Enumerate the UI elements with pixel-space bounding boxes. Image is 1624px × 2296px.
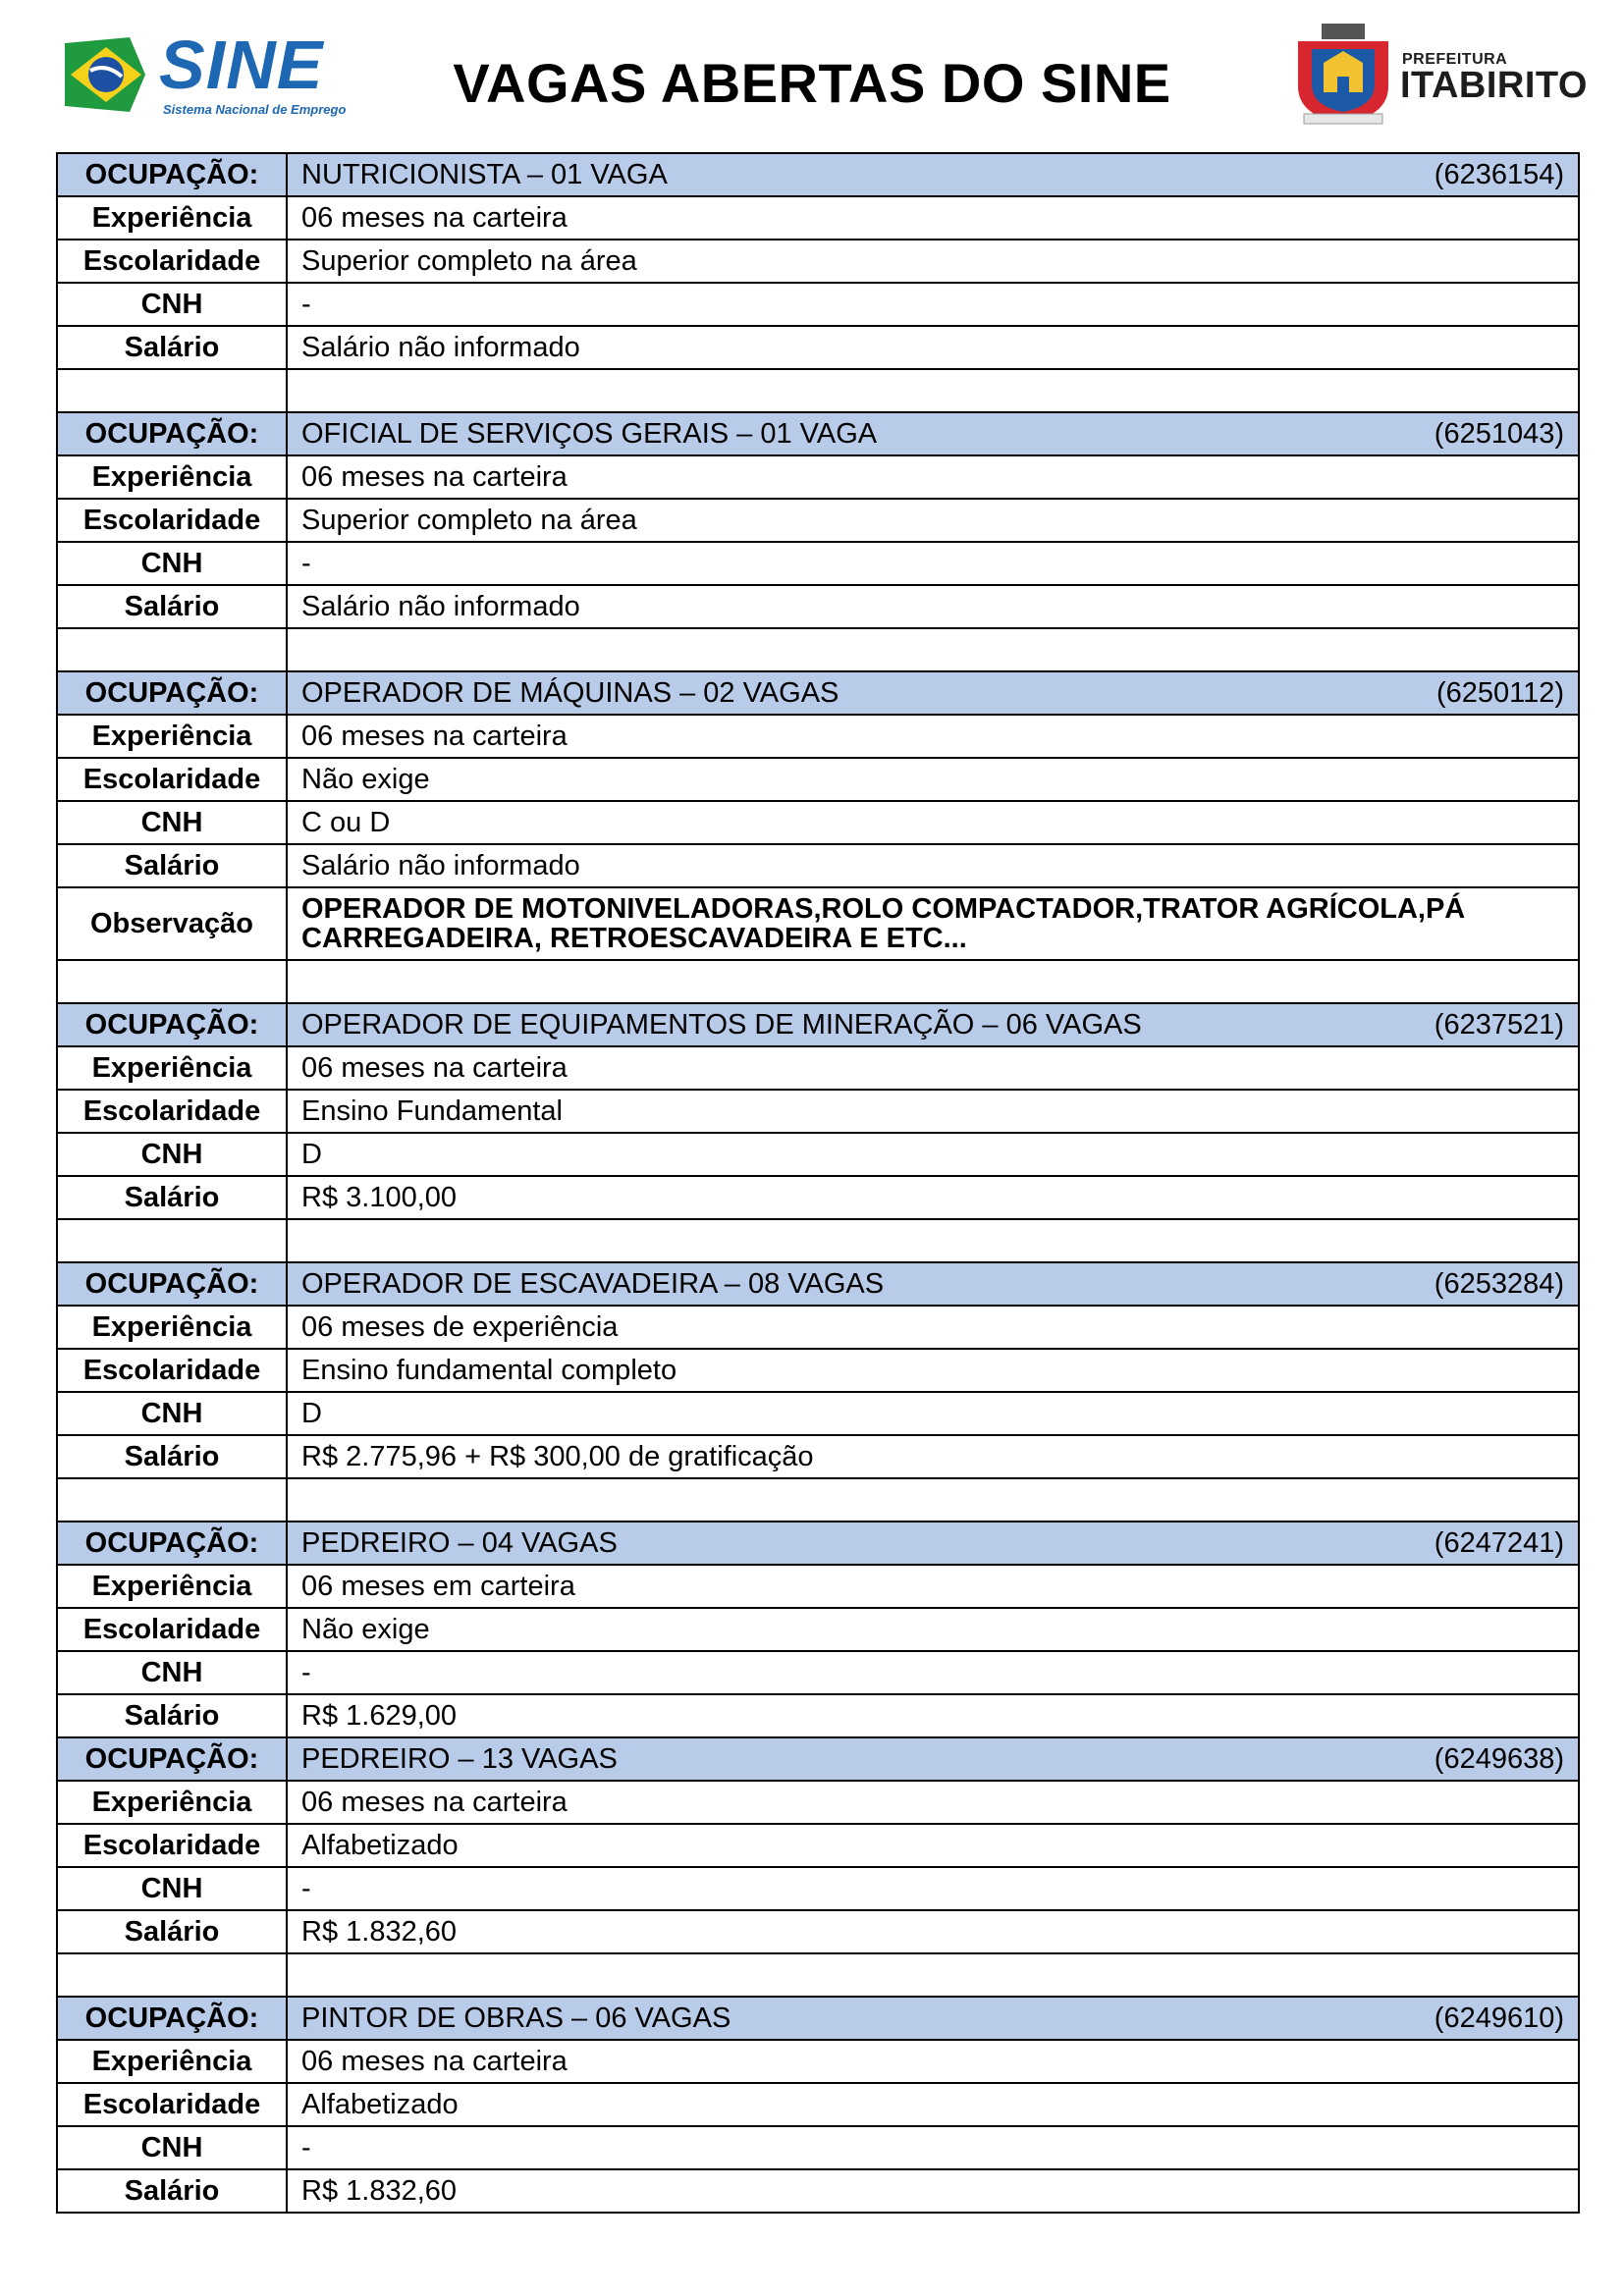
schooling-label: Escolaridade [57,1608,287,1651]
schooling-label: Escolaridade [57,1090,287,1133]
experience-value: 06 meses na carteira [287,1781,1579,1824]
salary-label: Salário [57,1910,287,1953]
occupation-row [57,1997,1579,2040]
salary-label: Salário [57,844,287,887]
occupation-title: OPERADOR DE ESCAVADEIRA – 08 VAGAS [301,1268,885,1300]
occupation-row [57,1003,1579,1046]
experience-row [57,196,1579,240]
page-header [0,0,1624,147]
occupation-code: (6247241) [1434,1527,1564,1559]
experience-label: Experiência [57,1565,287,1608]
salary-row [57,1910,1579,1953]
schooling-label: Escolaridade [57,2083,287,2126]
salary-value: Salário não informado [287,585,1579,628]
spacer-row [57,1478,1579,1522]
license-row [57,1651,1579,1694]
occupation-row [57,1737,1579,1781]
license-value: C ou D [287,801,1579,844]
occupation-value [287,1737,1579,1781]
spacer-cell [287,1478,1579,1522]
occupation-value [287,1522,1579,1565]
spacer-cell [287,960,1579,1003]
salary-label: Salário [57,2169,287,2213]
salary-value: R$ 1.832,60 [287,2169,1579,2213]
schooling-label: Escolaridade [57,499,287,542]
spacer-row [57,960,1579,1003]
occupation-row [57,671,1579,715]
occupation-label: OCUPAÇÃO: [57,1262,287,1306]
experience-row [57,1046,1579,1090]
observation-value: OPERADOR DE MOTONIVELADORAS,ROLO COMPACTADOR,TRATOR AGRÍCOLA,PÁ CARREGADEIRA, RETROESCAVADEIRA E ETC... [287,887,1579,960]
occupation-title-wrap [301,160,1564,189]
experience-label: Experiência [57,196,287,240]
sine-subtitle: Sistema Nacional de Emprego [163,102,347,117]
salary-row [57,2169,1579,2213]
job-openings-table [56,152,1580,2214]
license-row [57,1867,1579,1910]
spacer-row [57,1953,1579,1997]
salary-row [57,585,1579,628]
salary-row [57,326,1579,369]
experience-label: Experiência [57,715,287,758]
page-title: VAGAS ABERTAS DO SINE [453,52,1171,114]
salary-value: R$ 1.629,00 [287,1694,1579,1737]
schooling-label: Escolaridade [57,240,287,283]
prefeitura-label: PREFEITURA [1402,51,1508,68]
schooling-row [57,499,1579,542]
occupation-label: OCUPAÇÃO: [57,1522,287,1565]
occupation-title-wrap [301,2003,1564,2033]
occupation-title-wrap [301,1528,1564,1558]
experience-row [57,1781,1579,1824]
experience-value: 06 meses na carteira [287,715,1579,758]
schooling-row [57,2083,1579,2126]
occupation-code: (6249610) [1434,2002,1564,2034]
occupation-row [57,412,1579,455]
prefeitura-logo [1294,24,1588,126]
occupation-title: PEDREIRO – 13 VAGAS [301,1743,618,1775]
occupation-title: OPERADOR DE MÁQUINAS – 02 VAGAS [301,677,839,709]
spacer-cell [287,628,1579,671]
schooling-row [57,1090,1579,1133]
experience-value: 06 meses em carteira [287,1565,1579,1608]
license-value: - [287,2126,1579,2169]
occupation-title: PINTOR DE OBRAS – 06 VAGAS [301,2002,731,2034]
schooling-value: Alfabetizado [287,1824,1579,1867]
occupation-value [287,412,1579,455]
occupation-value [287,1262,1579,1306]
salary-value: R$ 1.832,60 [287,1910,1579,1953]
occupation-value [287,1997,1579,2040]
occupation-title-wrap [301,419,1564,449]
experience-value: 06 meses na carteira [287,196,1579,240]
spacer-cell [57,628,287,671]
occupation-code: (6237521) [1434,1009,1564,1041]
observation-row [57,887,1579,960]
occupation-code: (6251043) [1434,418,1564,450]
experience-label: Experiência [57,455,287,499]
salary-label: Salário [57,326,287,369]
license-label: CNH [57,801,287,844]
experience-row [57,715,1579,758]
license-label: CNH [57,1867,287,1910]
occupation-title: PEDREIRO – 04 VAGAS [301,1527,618,1559]
city-name: ITABIRITO [1400,65,1588,106]
license-label: CNH [57,542,287,585]
license-value: - [287,1651,1579,1694]
salary-value: R$ 3.100,00 [287,1176,1579,1219]
salary-label: Salário [57,585,287,628]
license-row [57,1133,1579,1176]
occupation-code: (6250112) [1435,677,1564,709]
experience-row [57,1306,1579,1349]
license-row [57,801,1579,844]
license-value: - [287,283,1579,326]
occupation-label: OCUPAÇÃO: [57,1003,287,1046]
occupation-title-wrap [301,1269,1564,1299]
occupation-row [57,1262,1579,1306]
spacer-cell [57,960,287,1003]
occupation-label: OCUPAÇÃO: [57,1997,287,2040]
occupation-label: OCUPAÇÃO: [57,671,287,715]
salary-value: Salário não informado [287,844,1579,887]
license-label: CNH [57,1392,287,1435]
schooling-row [57,1608,1579,1651]
occupation-label: OCUPAÇÃO: [57,412,287,455]
occupation-code: (6253284) [1434,1268,1564,1300]
occupation-code: (6249638) [1434,1743,1564,1775]
occupation-title-wrap [301,1744,1564,1774]
occupation-value [287,1003,1579,1046]
license-label: CNH [57,1651,287,1694]
license-value: - [287,542,1579,585]
experience-label: Experiência [57,1781,287,1824]
schooling-value: Não exige [287,1608,1579,1651]
occupation-label: OCUPAÇÃO: [57,153,287,196]
experience-label: Experiência [57,1046,287,1090]
schooling-value: Superior completo na área [287,499,1579,542]
license-row [57,1392,1579,1435]
spacer-cell [57,1953,287,1997]
schooling-row [57,240,1579,283]
schooling-value: Ensino fundamental completo [287,1349,1579,1392]
observation-label: Observação [57,887,287,960]
license-label: CNH [57,283,287,326]
salary-row [57,1694,1579,1737]
spacer-cell [57,1478,287,1522]
schooling-value: Superior completo na área [287,240,1579,283]
occupation-code: (6236154) [1434,159,1564,190]
schooling-value: Não exige [287,758,1579,801]
spacer-cell [287,1219,1579,1262]
occupation-title: OPERADOR DE EQUIPAMENTOS DE MINERAÇÃO – 06 VAGAS [301,1009,1142,1041]
experience-row [57,1565,1579,1608]
schooling-value: Alfabetizado [287,2083,1579,2126]
occupation-title: NUTRICIONISTA – 01 VAGA [301,159,668,190]
schooling-row [57,758,1579,801]
schooling-label: Escolaridade [57,1824,287,1867]
schooling-row [57,1349,1579,1392]
experience-row [57,455,1579,499]
spacer-cell [287,369,1579,412]
license-row [57,542,1579,585]
experience-value: 06 meses na carteira [287,1046,1579,1090]
occupation-label: OCUPAÇÃO: [57,1737,287,1781]
schooling-value: Ensino Fundamental [287,1090,1579,1133]
salary-row [57,1176,1579,1219]
experience-row [57,2040,1579,2083]
experience-value: 06 meses na carteira [287,2040,1579,2083]
occupation-title-wrap [301,1010,1564,1040]
occupation-value [287,671,1579,715]
sine-wordmark: SINE [159,27,324,103]
occupation-row [57,153,1579,196]
license-value: D [287,1392,1579,1435]
experience-label: Experiência [57,2040,287,2083]
experience-value: 06 meses de experiência [287,1306,1579,1349]
spacer-cell [57,1219,287,1262]
salary-value: R$ 2.775,96 + R$ 300,00 de gratificação [287,1435,1579,1478]
schooling-label: Escolaridade [57,758,287,801]
license-row [57,2126,1579,2169]
salary-row [57,844,1579,887]
occupation-row [57,1522,1579,1565]
occupation-title-wrap [301,678,1564,708]
city-crest-icon [1294,24,1392,126]
schooling-label: Escolaridade [57,1349,287,1392]
spacer-cell [287,1953,1579,1997]
experience-label: Experiência [57,1306,287,1349]
license-label: CNH [57,2126,287,2169]
salary-value: Salário não informado [287,326,1579,369]
salary-row [57,1435,1579,1478]
salary-label: Salário [57,1694,287,1737]
license-value: - [287,1867,1579,1910]
license-value: D [287,1133,1579,1176]
spacer-cell [57,369,287,412]
license-label: CNH [57,1133,287,1176]
occupation-title: OFICIAL DE SERVIÇOS GERAIS – 01 VAGA [301,418,878,450]
experience-value: 06 meses na carteira [287,455,1579,499]
license-row [57,283,1579,326]
occupation-value [287,153,1579,196]
spacer-row [57,1219,1579,1262]
spacer-row [57,628,1579,671]
spacer-row [57,369,1579,412]
schooling-row [57,1824,1579,1867]
salary-label: Salário [57,1435,287,1478]
salary-label: Salário [57,1176,287,1219]
